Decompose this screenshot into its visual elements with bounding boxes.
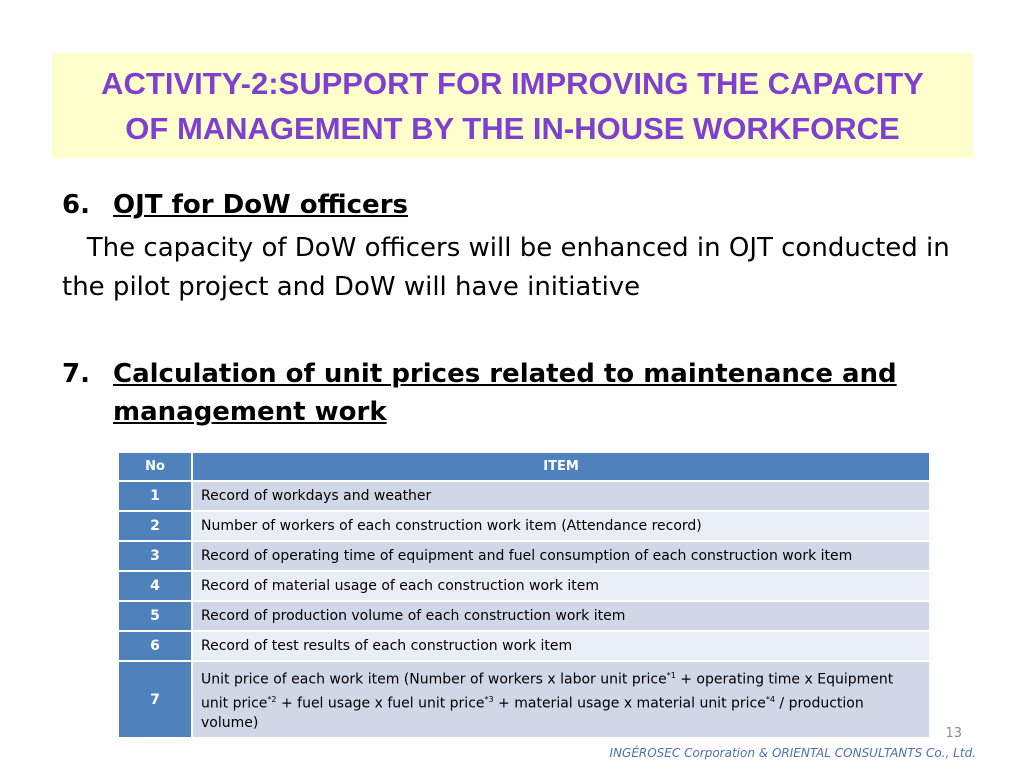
row-item: Record of workdays and weather xyxy=(192,481,930,511)
row-number: 6 xyxy=(118,631,192,661)
row-7-text-1: Unit price of each work item (Number of workers x labor unit price xyxy=(201,671,667,688)
page-number: 13 xyxy=(945,726,962,741)
row-number: 7 xyxy=(118,661,192,738)
table-row xyxy=(118,601,930,631)
row-number: 2 xyxy=(118,511,192,541)
row-item: Record of test results of each construction work item xyxy=(192,631,930,661)
row-item: Record of operating time of equipment and fuel consumption of each construction work item xyxy=(192,541,930,571)
row-7-text-5: / production volume) xyxy=(201,695,864,732)
section-6-title: OJT for DoW officers xyxy=(113,190,408,220)
footnote-1: *1 xyxy=(666,671,676,680)
row-item: Number of workers of each construction work item (Attendance record) xyxy=(192,511,930,541)
footnote-3: *3 xyxy=(484,694,494,704)
table-row xyxy=(118,511,930,541)
table-header-row xyxy=(118,452,930,481)
row-7-text-4: + material usage x material unit price xyxy=(493,695,766,712)
section-7-title: Calculation of unit prices related to maintenance and management work xyxy=(113,359,897,427)
section-6-number: 6. xyxy=(62,190,90,220)
section-6-heading xyxy=(62,186,408,224)
footnote-2: *2 xyxy=(267,694,277,704)
row-number: 4 xyxy=(118,571,192,601)
row-item xyxy=(192,661,930,738)
table-header-item: ITEM xyxy=(192,452,930,481)
row-number: 1 xyxy=(118,481,192,511)
table-row xyxy=(118,631,930,661)
section-6-paragraph-text: The capacity of DoW officers will be enhanced in OJT conducted in the pilot project and DoW will have initiative xyxy=(62,233,950,302)
table-row xyxy=(118,571,930,601)
slide-title-line-2: OF MANAGEMENT BY THE IN-HOUSE WORKFORCE xyxy=(125,110,900,146)
footer-credit: INGÉROSEC Corporation & ORIENTAL CONSULTANTS Co., Ltd. xyxy=(609,746,976,760)
unit-price-items-table xyxy=(117,451,931,739)
section-6-paragraph xyxy=(62,229,962,307)
row-number: 5 xyxy=(118,601,192,631)
table-row xyxy=(118,481,930,511)
section-7-heading xyxy=(62,355,962,427)
slide-title-line-1: ACTIVITY-2:SUPPORT FOR IMPROVING THE CAPACITY xyxy=(101,65,924,101)
row-7-text-3: + fuel usage x fuel unit price xyxy=(276,695,485,712)
table-row xyxy=(118,541,930,571)
table-header-no: No xyxy=(118,452,192,481)
row-7-text-2: + operating time x Equipment unit price xyxy=(201,671,894,712)
row-item: Record of production volume of each construction work item xyxy=(192,601,930,631)
footnote-4: *4 xyxy=(765,694,775,704)
row-number: 3 xyxy=(118,541,192,571)
slide-title-box xyxy=(52,53,973,158)
table-row xyxy=(118,661,930,738)
row-item: Record of material usage of each construction work item xyxy=(192,571,930,601)
section-7-number: 7. xyxy=(62,359,90,389)
